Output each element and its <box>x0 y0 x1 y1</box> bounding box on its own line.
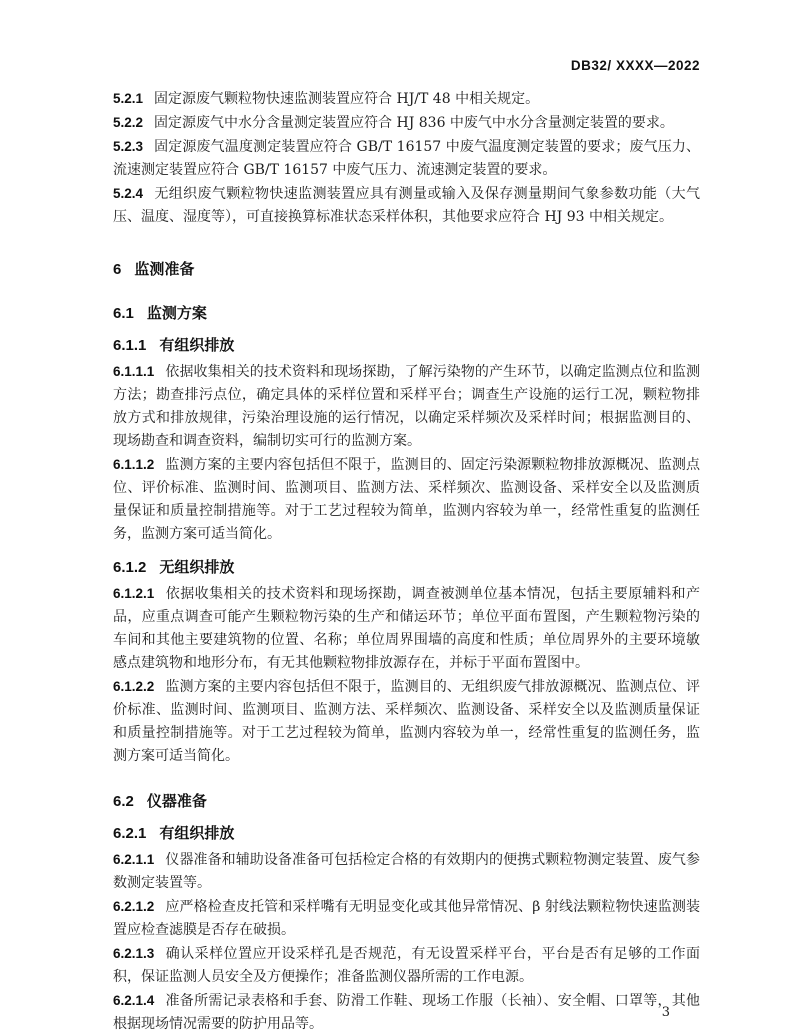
page-number: 3 <box>661 1005 670 1020</box>
clause-text: 依据收集相关的技术资料和现场探勘，调查被测单位基本情况，包括主要原辅料和产品，应重点调查可能产生颗粒物污染的生产和储运环节；单位平面布置图，产生颗粒物污染的车间和其他主要建筑物的位置、名称；单位周界围墙的高度和性质；单位周界外的主要环境敏感点建筑物和地形分布，有无其他颗粒物排放源存在，并标于平面布置图中。 <box>113 586 700 671</box>
clause-6-2-1-3 <box>113 942 700 989</box>
clause-number: 5.2.3 <box>113 139 144 154</box>
clause-6-1-1-2 <box>113 453 700 546</box>
heading-6 <box>113 260 700 280</box>
clause-number: 6.2.1.2 <box>113 899 155 914</box>
clause-text: 确认采样位置应开设采样孔是否规范，有无设置采样平台，平台是否有足够的工作面积，保证监测人员安全及方便操作；准备监测仪器所需的工作电源。 <box>113 946 700 985</box>
clause-text: 应严格检查皮托管和采样嘴有无明显变化或其他异常情况、β 射线法颗粒物快速监测装置应检查滤膜是否存在破损。 <box>113 899 700 938</box>
heading-6-2 <box>113 792 700 812</box>
clause-6-2-1-4 <box>113 989 700 1036</box>
heading-text: 有组织排放 <box>159 337 235 354</box>
heading-text: 监测准备 <box>134 261 195 278</box>
clause-6-1-2-1 <box>113 582 700 675</box>
heading-6-1 <box>113 304 700 324</box>
clause-6-1-1-1 <box>113 360 700 453</box>
clause-number: 6.2.1.4 <box>113 993 155 1008</box>
clause-5-2-3 <box>113 135 700 182</box>
clause-text: 固定源废气温度测定装置应符合 GB/T 16157 中废气温度测定装置的要求；废气压力、流速测定装置应符合 GB/T 16157 中废气压力、流速测定装置的要求。 <box>113 139 700 178</box>
clause-text: 仪器准备和辅助设备准备可包括检定合格的有效期内的便携式颗粒物测定装置、废气参数测定装置等。 <box>113 852 700 891</box>
heading-number: 6.1 <box>113 305 134 322</box>
heading-text: 仪器准备 <box>146 793 207 810</box>
document-body <box>113 87 700 1036</box>
clause-text: 无组织废气颗粒物快速监测装置应具有测量或输入及保存测量期间气象参数功能（大气压、温度、湿度等），可直接换算标准状态采样体积，其他要求应符合 HJ 93 中相关规定。 <box>113 186 700 225</box>
clause-number: 6.1.1.1 <box>113 364 155 379</box>
document-code-header: DB32/ XXXX—2022 <box>570 58 700 73</box>
clause-text: 依据收集相关的技术资料和现场探勘，了解污染物的产生环节，以确定监测点位和监测方法；勘查排污点位，确定具体的采样位置和采样平台；调查生产设施的运行工况，颗粒物排放方式和排放规律，污染治理设施的运行情况，以确定采样频次及采样时间；根据监测目的、现场勘查和调查资料，编制切实可行的监测方案。 <box>113 364 700 449</box>
clause-text: 固定源废气颗粒物快速监测装置应符合 HJ/T 48 中相关规定。 <box>154 91 540 107</box>
heading-number: 6.1.2 <box>113 559 147 576</box>
clause-6-2-1-2 <box>113 895 700 942</box>
clause-5-2-4 <box>113 182 700 229</box>
heading-text: 监测方案 <box>146 305 207 322</box>
heading-6-1-2 <box>113 558 700 578</box>
heading-number: 6.2 <box>113 793 134 810</box>
heading-6-2-1 <box>113 824 700 844</box>
clause-text: 监测方案的主要内容包括但不限于，监测目的、无组织废气排放源概况、监测点位、评价标准、监测时间、监测项目、监测方法、采样频次、监测设备、采样安全以及监测质量保证和质量控制措施等。对于工艺过程较为简单，监测内容较为单一，经常性重复的监测任务，监测方案可适当简化。 <box>113 679 700 764</box>
heading-number: 6.2.1 <box>113 825 147 842</box>
clause-text: 固定源废气中水分含量测定装置应符合 HJ 836 中废气中水分含量测定装置的要求。 <box>154 115 674 131</box>
clause-5-2-1 <box>113 87 700 111</box>
clause-number: 6.1.1.2 <box>113 457 155 472</box>
clause-5-2-2 <box>113 111 700 135</box>
clause-number: 5.2.2 <box>113 115 144 130</box>
clause-number: 6.2.1.1 <box>113 852 155 867</box>
clause-6-1-2-2 <box>113 675 700 768</box>
clause-number: 6.1.2.2 <box>113 679 155 694</box>
heading-6-1-1 <box>113 336 700 356</box>
clause-6-2-1-1 <box>113 848 700 895</box>
clause-text: 准备所需记录表格和手套、防滑工作鞋、现场工作服（长袖）、安全帽、口罩等，其他根据现场情况需要的防护用品等。 <box>113 993 700 1032</box>
heading-number: 6 <box>113 261 122 278</box>
heading-text: 有组织排放 <box>159 825 235 842</box>
clause-text: 监测方案的主要内容包括但不限于，监测目的、固定污染源颗粒物排放源概况、监测点位、评价标准、监测时间、监测项目、监测方法、采样频次、监测设备、采样安全以及监测质量保证和质量控制措施等。对于工艺过程较为简单，监测内容较为单一，经常性重复的监测任务，监测方案可适当简化。 <box>113 457 700 542</box>
clause-number: 6.2.1.3 <box>113 946 155 961</box>
clause-number: 6.1.2.1 <box>113 586 155 601</box>
heading-text: 无组织排放 <box>159 559 235 576</box>
clause-number: 5.2.4 <box>113 186 144 201</box>
heading-number: 6.1.1 <box>113 337 147 354</box>
clause-number: 5.2.1 <box>113 91 144 106</box>
